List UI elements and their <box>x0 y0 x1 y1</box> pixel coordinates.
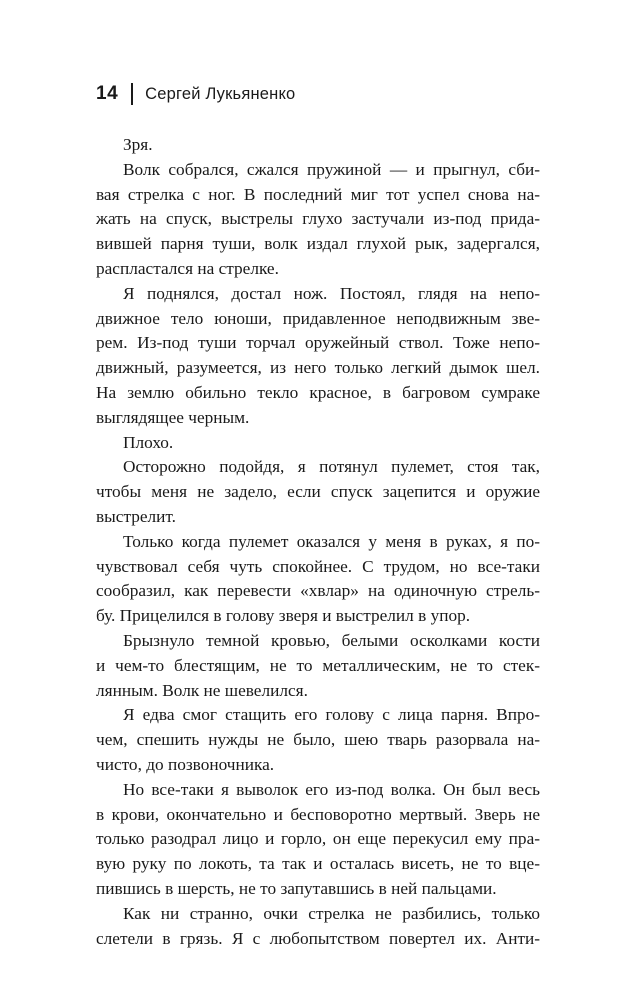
running-head-author: Сергей Лукьяненко <box>145 84 296 103</box>
text-line: чем, спешить нужды не было, шею тварь разорвала на- <box>96 730 540 750</box>
text-line: Только когда пулемет оказался у меня в руках, я по- <box>123 531 540 551</box>
text-line: Как ни странно, очки стрелка не разбились, только <box>123 903 540 923</box>
text-line: вившей парня туши, волк издал глухой рык, задергался, <box>96 234 540 254</box>
text-line: Брызнуло темной кровью, белыми осколками кости <box>123 630 540 650</box>
text-line: Но все-таки я выволок его из-под волка. Он был весь <box>123 779 540 799</box>
text-line: слетели в грязь. Я с любопытством повертел их. Анти- <box>96 928 540 948</box>
text-line: Зря. <box>123 135 153 154</box>
paragraph <box>96 629 540 703</box>
text-line: и чем-то блестящим, не то металлическим, не то стек- <box>96 655 540 675</box>
paragraph <box>96 455 540 529</box>
page-number: 14 <box>96 83 119 104</box>
text-line: Плохо. <box>123 432 174 452</box>
running-header <box>96 81 295 107</box>
text-line: выглядящее черным. <box>96 407 250 427</box>
body-text <box>96 133 540 951</box>
paragraph <box>96 431 540 456</box>
text-line: выстрелит. <box>96 506 176 526</box>
text-line: рем. Из-под туши торчал оружейный ствол. Тоже непо- <box>96 333 540 353</box>
text-line: движный, разумеется, из него только легкий дымок шел. <box>96 358 540 378</box>
text-line: Осторожно подойдя, я потянул пулемет, стоя так, <box>123 457 540 477</box>
text-line: только разодрал лицо и горло, он еще перекусил ему пра- <box>96 829 540 849</box>
text-line: чисто, до позвоночника. <box>96 754 275 774</box>
paragraph <box>96 158 540 282</box>
text-line: в крови, окончательно и бесповоротно мертвый. Зверь не <box>96 804 540 824</box>
paragraph <box>96 282 540 431</box>
text-line: вую руку по локоть, та так и осталась висеть, не то вце- <box>96 854 540 874</box>
text-line: распластался на стрелке. <box>96 258 279 278</box>
text-line: Я поднялся, достал нож. Постоял, глядя на непо- <box>123 283 540 303</box>
text-line: пившись в шерсть, не то запутавшись в ней пальцами. <box>96 878 497 898</box>
text-line: Я едва смог стащить его голову с лица парня. Впро- <box>123 705 540 725</box>
paragraph <box>96 703 540 777</box>
text-line: сообразил, как перевести «хвлар» на одиночную стрель- <box>96 581 540 601</box>
text-line: жать на спуск, выстрелы глухо застучали из-под прида- <box>96 209 540 229</box>
text-line: бу. Прицелился в голову зверя и выстрелил в упор. <box>96 606 471 626</box>
text-line: движное тело юноши, придавленное неподвижным зве- <box>96 308 540 328</box>
paragraph <box>96 530 540 629</box>
paragraph <box>96 778 540 902</box>
text-line: На землю обильно текло красное, в багровом сумраке <box>96 382 540 402</box>
text-line: лянным. Волк не шевелился. <box>96 680 308 700</box>
paragraph <box>96 902 540 952</box>
text-line: чтобы меня не задело, если спуск зацепится и оружие <box>96 482 540 502</box>
paragraph <box>96 133 540 158</box>
text-line: вая стрелка с ног. В последний миг тот успел снова на- <box>96 184 540 204</box>
text-line: чувствовал себя чуть спокойнее. С трудом, но все-таки <box>96 556 540 576</box>
header-divider <box>131 83 133 105</box>
text-line: Волк собрался, сжался пружиной — и прыгнул, сби- <box>123 159 540 179</box>
